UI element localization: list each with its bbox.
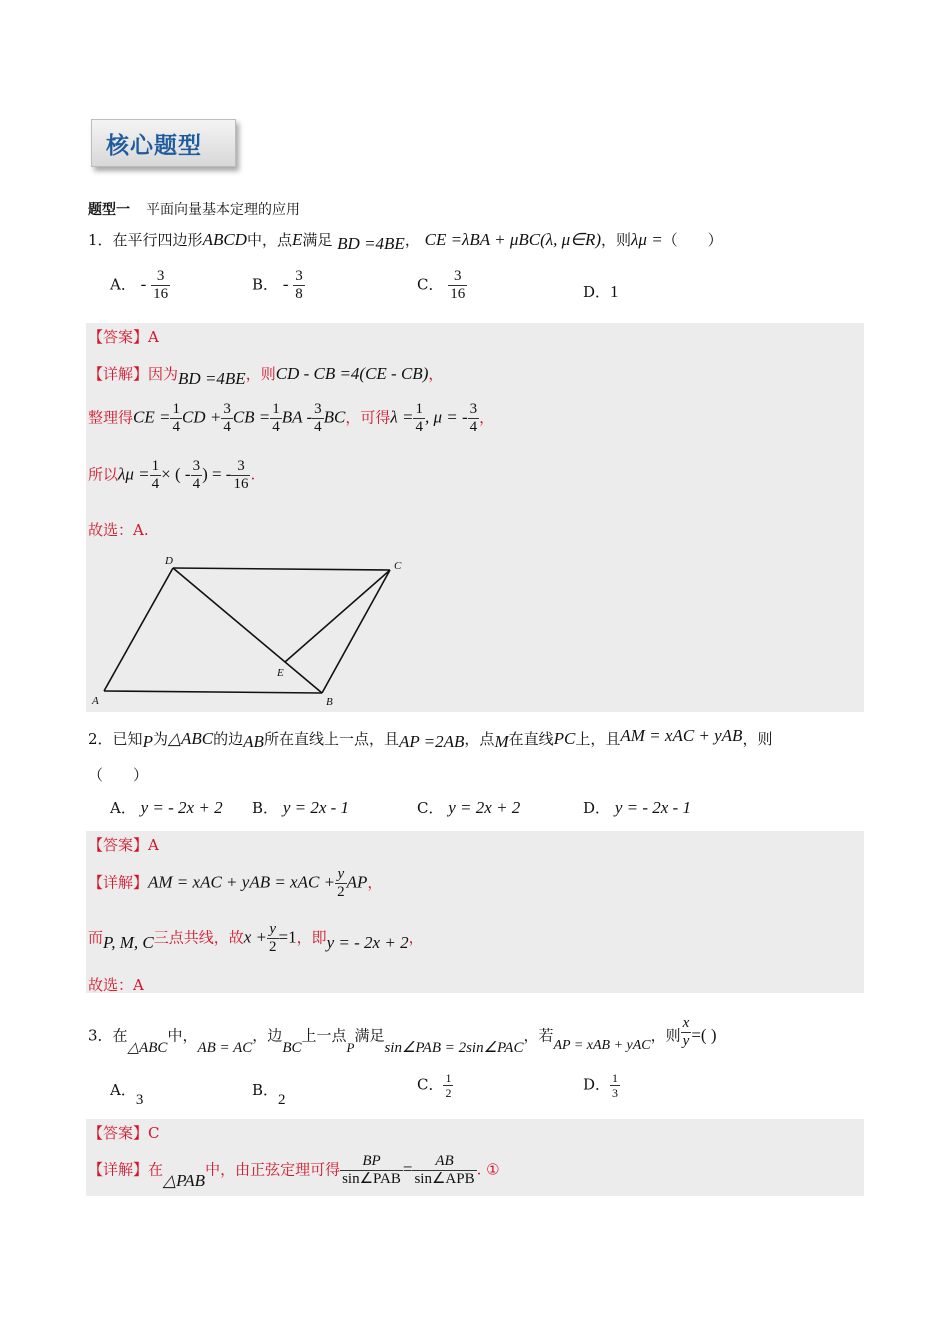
- answer-2-detail-line-1: [88, 866, 382, 901]
- answer-2-detail-line-2: [88, 921, 424, 956]
- frac-den: 8: [295, 286, 303, 302]
- question-number: 3．: [88, 1026, 113, 1045]
- frac-den: 4: [415, 419, 423, 435]
- frac-num: y: [335, 866, 347, 884]
- section-title-text: 平面向量基本定理的应用: [146, 202, 300, 218]
- option-fraction: [293, 268, 305, 303]
- q3-bc: BC: [282, 1039, 302, 1056]
- frac-num: x: [682, 1015, 690, 1031]
- frac-den: 2: [269, 939, 277, 955]
- q1-lambda-mu: λμ =: [631, 230, 663, 249]
- a1-l3-frac-2: [191, 458, 203, 493]
- q1-option-c: [417, 268, 467, 303]
- frac-den: 16: [233, 476, 249, 492]
- q1-e: E: [291, 230, 303, 249]
- answer-2-box: [86, 831, 864, 993]
- q3-t4: 上一点: [301, 1026, 347, 1045]
- q3-t1: 在: [112, 1026, 128, 1045]
- a1-l1-math-2: CD - CB =4(CE - CB): [275, 364, 429, 383]
- option-label: D．: [583, 283, 611, 301]
- q2-option-c: [417, 797, 520, 818]
- option-label: C．: [417, 275, 444, 294]
- option-value: 2: [278, 1092, 286, 1108]
- edge-ad: [104, 568, 173, 691]
- label-e: E: [277, 667, 284, 679]
- a1-l3-b: .: [250, 465, 256, 484]
- a2-l1-frac: [335, 866, 347, 901]
- option-label: C．: [417, 1075, 444, 1094]
- question-1: [88, 229, 723, 253]
- q3-option-b: [252, 1079, 286, 1108]
- a1-l3-a: 所以: [88, 465, 119, 484]
- a3-frac-1: [340, 1153, 403, 1188]
- frac-den: 4: [151, 476, 160, 492]
- q2-t5: ，点: [464, 730, 495, 748]
- a1-l2-math-6: λ =: [390, 407, 414, 427]
- a1-l2-frac-3: [270, 401, 282, 436]
- q2-t3: 的边: [213, 730, 244, 748]
- a2-l2-a: 而: [88, 928, 104, 947]
- a1-l2-frac-4: [312, 401, 324, 436]
- frac-den: 4: [314, 419, 322, 435]
- frac-den: 3: [612, 1086, 619, 1100]
- frac-den: 4: [272, 419, 280, 435]
- q2-option-b: [252, 797, 349, 818]
- q2-pc: PC: [553, 729, 576, 748]
- q1-option-d: [583, 281, 619, 302]
- option-value: y = 2x - 1: [282, 798, 350, 817]
- option-label: B．: [252, 275, 279, 294]
- option-sign: -: [282, 274, 289, 294]
- frac-num: 1: [151, 458, 160, 474]
- frac-num: y: [267, 921, 279, 939]
- option-value: y = 2x + 2: [448, 798, 521, 817]
- q3-triangle: △ABC: [127, 1039, 168, 1056]
- a2-l2-d: ，: [408, 928, 424, 947]
- option-label: B．: [252, 799, 279, 817]
- q1-abcd: ABCD: [202, 230, 247, 249]
- label-d: D: [165, 555, 173, 567]
- frac-num: 3: [469, 401, 478, 417]
- a3-t2: 中，由正弦定理可得: [205, 1160, 341, 1179]
- frac-num: 3: [314, 401, 322, 417]
- answer-1-detail-line-2: [88, 401, 494, 436]
- section-title: [88, 199, 300, 219]
- q1-text-c: 满足: [302, 231, 333, 249]
- q2-t2: 为: [152, 730, 168, 748]
- q2-condition-2: AM = xAC + yAB: [620, 726, 743, 745]
- section-badge: [91, 119, 236, 167]
- a3-t1: 在: [148, 1160, 164, 1179]
- option-sign: -: [140, 274, 147, 294]
- a1-l2-frac-5: [413, 401, 425, 436]
- frac-den: 4: [223, 419, 231, 435]
- q1-comma: ，: [404, 231, 420, 249]
- option-value: y = - 2x - 1: [614, 798, 691, 817]
- answer-2-tag: 【答案】A: [88, 836, 159, 854]
- a1-l1-b: ，则: [245, 365, 276, 383]
- label-c: C: [394, 560, 402, 572]
- q1-option-b: [252, 268, 305, 303]
- a1-l2-math-7: , μ = -: [424, 407, 468, 427]
- label-a: A: [92, 695, 99, 707]
- a2-l1-math-2: AP: [346, 872, 368, 892]
- question-2: [88, 728, 772, 749]
- a1-l2-math-3: CB =: [232, 407, 271, 427]
- q1-text-b: 中，点: [246, 231, 292, 249]
- frac-den: 2: [337, 884, 345, 900]
- option-value: 1: [610, 282, 619, 301]
- q1-text-a: 在平行四边形: [112, 231, 203, 249]
- q1-condition-1: BD =4BE: [337, 234, 405, 253]
- detail-tag: 【详解】: [88, 873, 149, 892]
- option-fraction: [448, 268, 467, 303]
- a3-frac-2: [412, 1153, 476, 1188]
- label-b: B: [326, 696, 333, 708]
- badge-text: 核心题型: [106, 132, 202, 159]
- answer-1-detail-line-3: [88, 458, 255, 493]
- edge-cb: [322, 570, 390, 693]
- q1-text-d: ，则: [601, 231, 632, 249]
- frac-num: 1: [415, 401, 423, 417]
- q3-t3: ，边: [252, 1026, 283, 1045]
- a1-l1-math-1: BD =4BE: [178, 369, 246, 388]
- option-fraction: [443, 1071, 453, 1100]
- answer-1-detail-line-1: [88, 363, 444, 388]
- a2-l2-b: 三点共线，故: [153, 928, 244, 947]
- a2-l2-math-3: =1: [278, 927, 297, 947]
- a1-l2-c: ，: [479, 408, 495, 427]
- q3-condition-3: AP = xAB + yAC: [553, 1037, 651, 1053]
- q3-t6: ，若: [523, 1026, 554, 1045]
- frac-num: AB: [412, 1153, 476, 1171]
- q1-condition-2: CE =λBA + μBC(λ, μ∈R): [424, 230, 602, 249]
- detail-tag: 【详解】: [88, 1160, 149, 1179]
- a1-l2-math-5: BC: [323, 407, 346, 427]
- q3-condition-2: sin∠PAB = 2sin∠PAC: [384, 1039, 524, 1056]
- frac-den: 4: [172, 419, 180, 435]
- frac-num: 1: [445, 1071, 452, 1085]
- a2-l2-math-4: y = - 2x + 2: [326, 932, 409, 952]
- a1-l2-frac-1: [170, 401, 182, 436]
- a1-l3-math-1: λμ =: [118, 464, 150, 484]
- frac-num: 1: [172, 401, 180, 417]
- q1-option-a: [110, 268, 170, 303]
- q2-m: M: [494, 732, 509, 751]
- option-value: y = - 2x + 2: [140, 798, 223, 817]
- q3-t7: ，则: [650, 1026, 681, 1045]
- frac-den: sin∠APB: [414, 1171, 475, 1187]
- a1-l3-frac-1: [150, 458, 162, 493]
- option-label: B．: [252, 1081, 279, 1099]
- q3-fraction: [681, 1015, 692, 1050]
- q2-t4: 所在直线上一点，且: [263, 730, 399, 748]
- q3-p: P: [346, 1039, 355, 1055]
- a2-l2-frac: [267, 921, 279, 956]
- a1-l2-math-4: BA -: [281, 407, 313, 427]
- frac-den: 4: [192, 476, 201, 492]
- a1-l3-frac-3: [231, 458, 250, 493]
- answer-3-detail-line-1: [88, 1153, 500, 1188]
- frac-den: sin∠PAB: [342, 1171, 401, 1187]
- option-fraction: [151, 268, 170, 303]
- segment-ce: [285, 570, 390, 662]
- frac-den: 16: [450, 286, 466, 302]
- edge-ab: [104, 691, 322, 693]
- question-number: 2．: [88, 730, 113, 748]
- q2-t7: 上，且: [575, 730, 621, 748]
- q2-ab: AB: [243, 732, 264, 751]
- q3-tail: =( ): [691, 1025, 717, 1045]
- a1-l2-b: ，可得: [345, 408, 391, 427]
- a2-l2-math-2: x +: [243, 927, 268, 947]
- q2-triangle: △ABC: [167, 729, 214, 748]
- frac-num: 3: [151, 268, 170, 286]
- q2-condition-1: AP =2AB: [398, 732, 465, 751]
- a1-l2-frac-2: [221, 401, 233, 436]
- q3-condition-1: AB = AC: [197, 1039, 253, 1056]
- a1-l1-c: ，: [428, 365, 444, 383]
- frac-num: 3: [192, 458, 201, 474]
- question-3: [88, 1015, 717, 1056]
- frac-num: 3: [223, 401, 231, 417]
- answer-1-conclusion: 故选：A.: [88, 521, 149, 539]
- answer-2-conclusion: 故选：A: [88, 976, 144, 994]
- a1-l3-math-3: ) = -: [202, 464, 232, 484]
- q3-option-d: [583, 1071, 620, 1100]
- answer-1-tag: 【答案】A: [88, 328, 159, 346]
- diagonal-db: [173, 568, 322, 693]
- a2-l1-math-1: AM = xAC + yAB = xAC +: [148, 872, 336, 892]
- a2-l1-c: ，: [367, 873, 383, 892]
- q2-t6: 在直线: [508, 730, 554, 748]
- a1-l2-math-2: CD +: [181, 407, 222, 427]
- q2-option-a: [110, 797, 223, 818]
- frac-num: BP: [340, 1153, 403, 1171]
- a1-l2-math-1: CE =: [133, 407, 171, 427]
- frac-num: 1: [612, 1071, 619, 1085]
- frac-den: 2: [445, 1086, 452, 1100]
- q2-t1: 已知: [112, 730, 143, 748]
- option-label: D．: [583, 1075, 611, 1094]
- frac-den: 4: [469, 419, 478, 435]
- option-fraction: [610, 1071, 620, 1100]
- a3-equals: =: [402, 1159, 413, 1179]
- a1-l2-a: 整理得: [88, 408, 134, 427]
- edge-dc: [173, 568, 390, 570]
- q3-option-c: [417, 1071, 453, 1100]
- detail-tag: 【详解】: [88, 365, 149, 383]
- parallelogram-figure: [86, 550, 416, 712]
- option-label: A．: [110, 1081, 136, 1099]
- option-label: C．: [417, 799, 444, 817]
- q2-p: P: [142, 732, 153, 751]
- q1-paren: （ ）: [662, 231, 723, 249]
- answer-3-tag: 【答案】C: [88, 1124, 160, 1142]
- frac-num: 1: [272, 401, 280, 417]
- frac-num: 3: [231, 458, 250, 476]
- a3-circled-one: ①: [486, 1160, 500, 1179]
- q2-t8: ，则: [742, 730, 773, 748]
- a1-l3-math-2: × ( -: [161, 464, 191, 484]
- frac-den: y: [682, 1033, 690, 1049]
- a1-l2-frac-6: [468, 401, 480, 436]
- option-label: D．: [583, 799, 611, 817]
- q2-option-d: [583, 797, 691, 818]
- option-label: A．: [110, 799, 136, 817]
- question-number: 1．: [88, 231, 113, 249]
- section-label: 题型一: [88, 202, 130, 218]
- option-value: 3: [135, 1092, 144, 1108]
- option-label: A．: [110, 275, 136, 294]
- a3-t3: .: [476, 1160, 482, 1179]
- a2-l2-math-1: P, M, C: [103, 932, 154, 952]
- a1-l1-a: 因为: [148, 365, 179, 383]
- q2-paren: （ ）: [88, 766, 149, 784]
- a2-l2-c: ，即: [296, 928, 327, 947]
- q3-t2: 中，: [167, 1026, 198, 1045]
- q3-option-a: [110, 1079, 144, 1108]
- frac-num: 3: [295, 268, 303, 284]
- frac-den: 16: [153, 286, 169, 302]
- frac-num: 3: [448, 268, 467, 286]
- q3-t5: 满足: [354, 1026, 385, 1045]
- a3-triangle: △PAB: [163, 1170, 206, 1190]
